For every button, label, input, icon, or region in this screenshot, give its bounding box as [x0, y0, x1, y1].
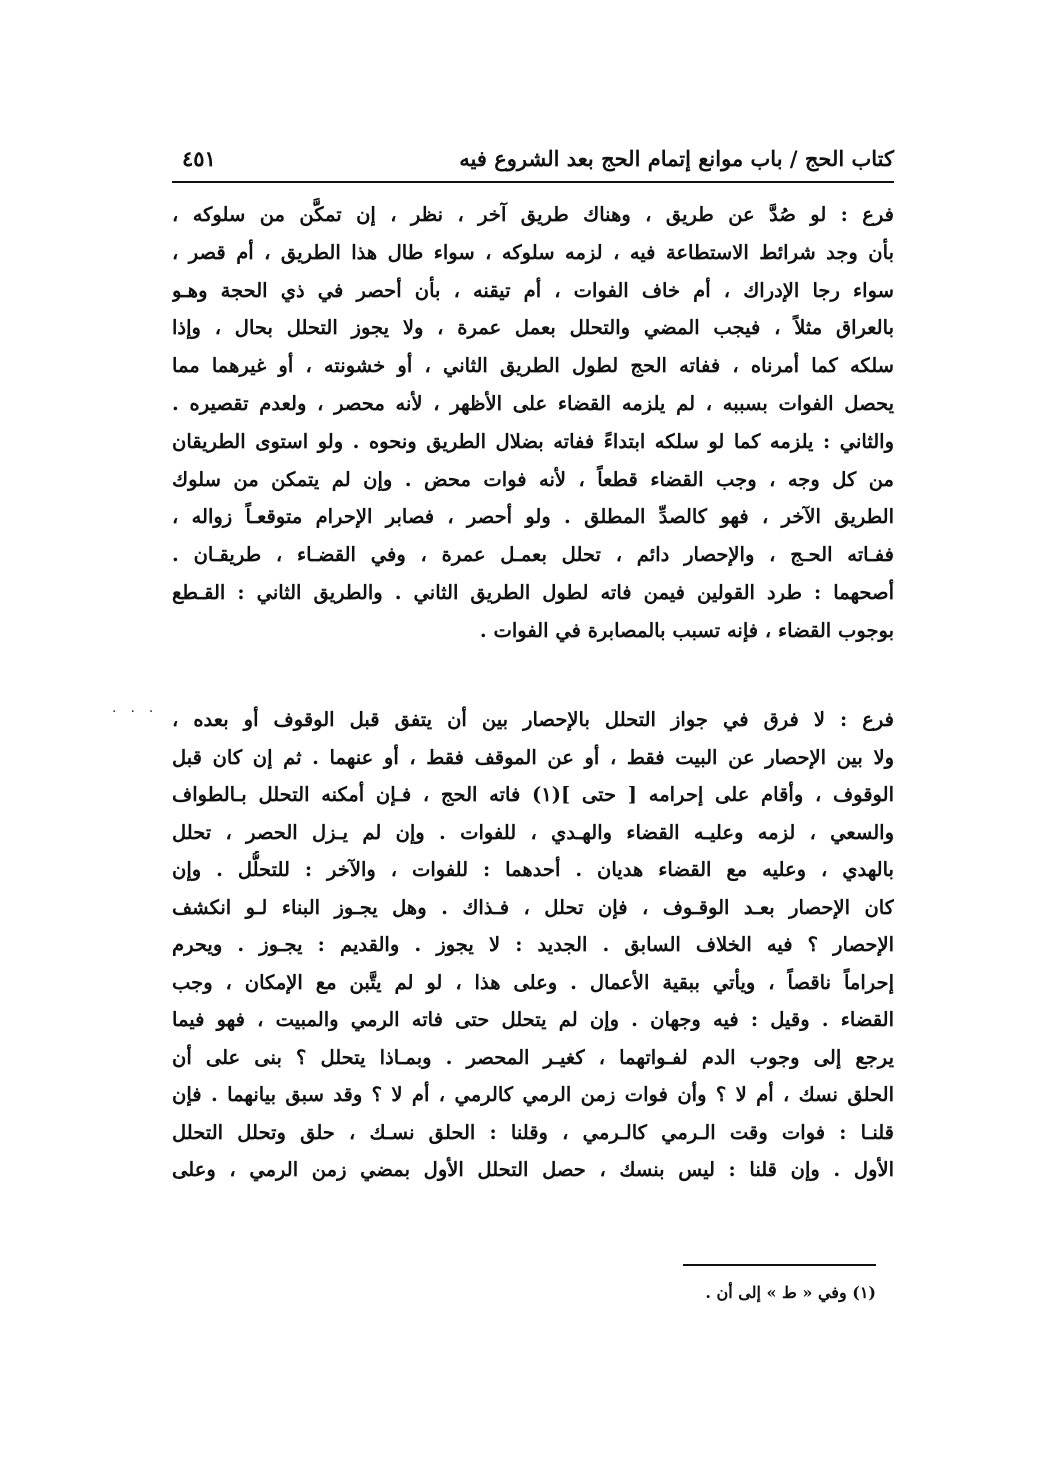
text-line: بوجوب القضاء ، فإنه تسبب بالمصابرة في الفوات . — [479, 618, 894, 642]
text-line: قلنـا : فوات وقت الـرمي كالـرمي ، وقلنا : الحلق نسـك ، حلق وتحلل التحلل — [172, 1120, 894, 1144]
text-line: بالهدي ، وعليه مع القضاء هديان . أحدهما : للفوات ، والآخر : للتحلُّل . وإن — [172, 858, 894, 881]
text-line: فرع : لا فرق في جواز التحلل بالإحصار بين أن يتفق قبل الوقوف أو بعده ، — [172, 708, 894, 731]
margin-marks: ··· — [112, 704, 168, 720]
footnote-divider — [683, 1264, 876, 1266]
text-line: الإحصار ؟ فيه الخلاف السابق . الجديد : لا يجوز . والقديم : يجـوز . ويحرم — [172, 933, 894, 956]
text-line: الأول . وإن قلنا : ليس بنسك ، حصل التحلل الأول بمضي زمن الرمي ، وعلى — [172, 1158, 894, 1181]
text-line: أصحهما : طرد القولين فيمن فاته لطول الطريق الثاني . والطريق الثاني : القـطع — [172, 580, 894, 604]
text-line: كان الإحصار بعـد الوقـوف ، فإن تحلل ، فـذاك . وهل يجـوز البناء لـو انكشف — [172, 895, 894, 919]
text-line: فرع : لو صُدَّ عن طريق ، وهناك طريق آخر ، نظر ، إن تمكَّن من سلوكه ، — [172, 203, 894, 226]
text-line: من كل وجه ، وجب القضاء قطعاً ، لأنه فوات محض . وإن لم يتمكن من سلوك — [172, 467, 894, 491]
text-line: الطريق الآخر ، فهو كالصدِّ المطلق . ولو أحصر ، فصابر الإحرام متوقعـاً زواله ، — [172, 505, 894, 529]
header-divider — [172, 181, 894, 183]
text-line: يحصل الفوات بسببه ، لم يلزمه القضاء على الأظهر ، لأنه محصر ، ولعدم تقصيره . — [172, 391, 894, 415]
text-line: إحراماً ناقصاً ، ويأتي ببقية الأعمال . وعلى هذا ، لو لم يتَّبن مع الإمكان ، وجب — [172, 970, 894, 994]
text-line: الوقوف ، وأقام على إحرامه [ حتى ](١) فاته الحج ، فـإن أمكنه التحلل بـالطواف — [172, 783, 894, 806]
footnote: (١) وفي « ط » إلى أن . — [705, 1283, 876, 1302]
text-line: والثاني : يلزمه كما لو سلكه ابتداءً ففاته بضلال الطريق ونحوه . ولو استوى الطريقان — [172, 429, 894, 453]
running-header — [172, 142, 894, 182]
text-line: القضاء . وقيل : فيه وجهان . وإن لم يتحلل حتى فاته الرمي والمبيت ، فهو فيما — [172, 1008, 894, 1031]
text-line: يرجع إلى وجوب الدم لفـواتهما ، كغيـر المحصر . وبمـاذا يتحلل ؟ بنى على أن — [172, 1045, 894, 1069]
text-line: سواء رجا الإدراك ، أم خاف الفوات ، أم تيقنه ، بأن أحصر في ذي الحجة وهـو — [172, 278, 894, 302]
text-line: ففـاته الحـج ، والإحصار دائم ، تحلل بعمـل عمرة ، وفي القضـاء ، طريقـان . — [172, 543, 894, 567]
paragraph-1 — [172, 196, 894, 650]
chapter-title: كتاب الحج / باب موانع إتمام الحج بعد الشروع فيه — [459, 146, 894, 171]
text-line: ولا بين الإحصار عن البيت فقط ، أو عن الموقف فقط ، أو عنهما . ثم إن كان قبل — [172, 745, 894, 769]
text-line: والسعي ، لزمه وعليـه القضاء والهـدي ، للفوات . وإن لم يـزل الحصر ، تحلل — [172, 820, 894, 844]
text-line: سلكه كما أمرناه ، ففاته الحج لطول الطريق الثاني ، أو خشونته ، أو غيرهما مما — [172, 354, 894, 378]
text-line: بأن وجد شرائط الاستطاعة فيه ، لزمه سلوكه ، سواء طال هذا الطريق ، أم قصر ، — [172, 240, 894, 264]
text-line: الحلق نسك ، أم لا ؟ وأن فوات زمن الرمي كالرمي ، أم لا ؟ وقد سبق بيانهما . فإن — [172, 1083, 894, 1106]
paragraph-2 — [172, 701, 894, 1189]
page-number: ٤٥١ — [182, 146, 216, 171]
text-line: بالعراق مثلاً ، فيجب المضي والتحلل بعمل عمرة ، ولا يجوز التحلل بحال ، وإذا — [172, 316, 894, 340]
